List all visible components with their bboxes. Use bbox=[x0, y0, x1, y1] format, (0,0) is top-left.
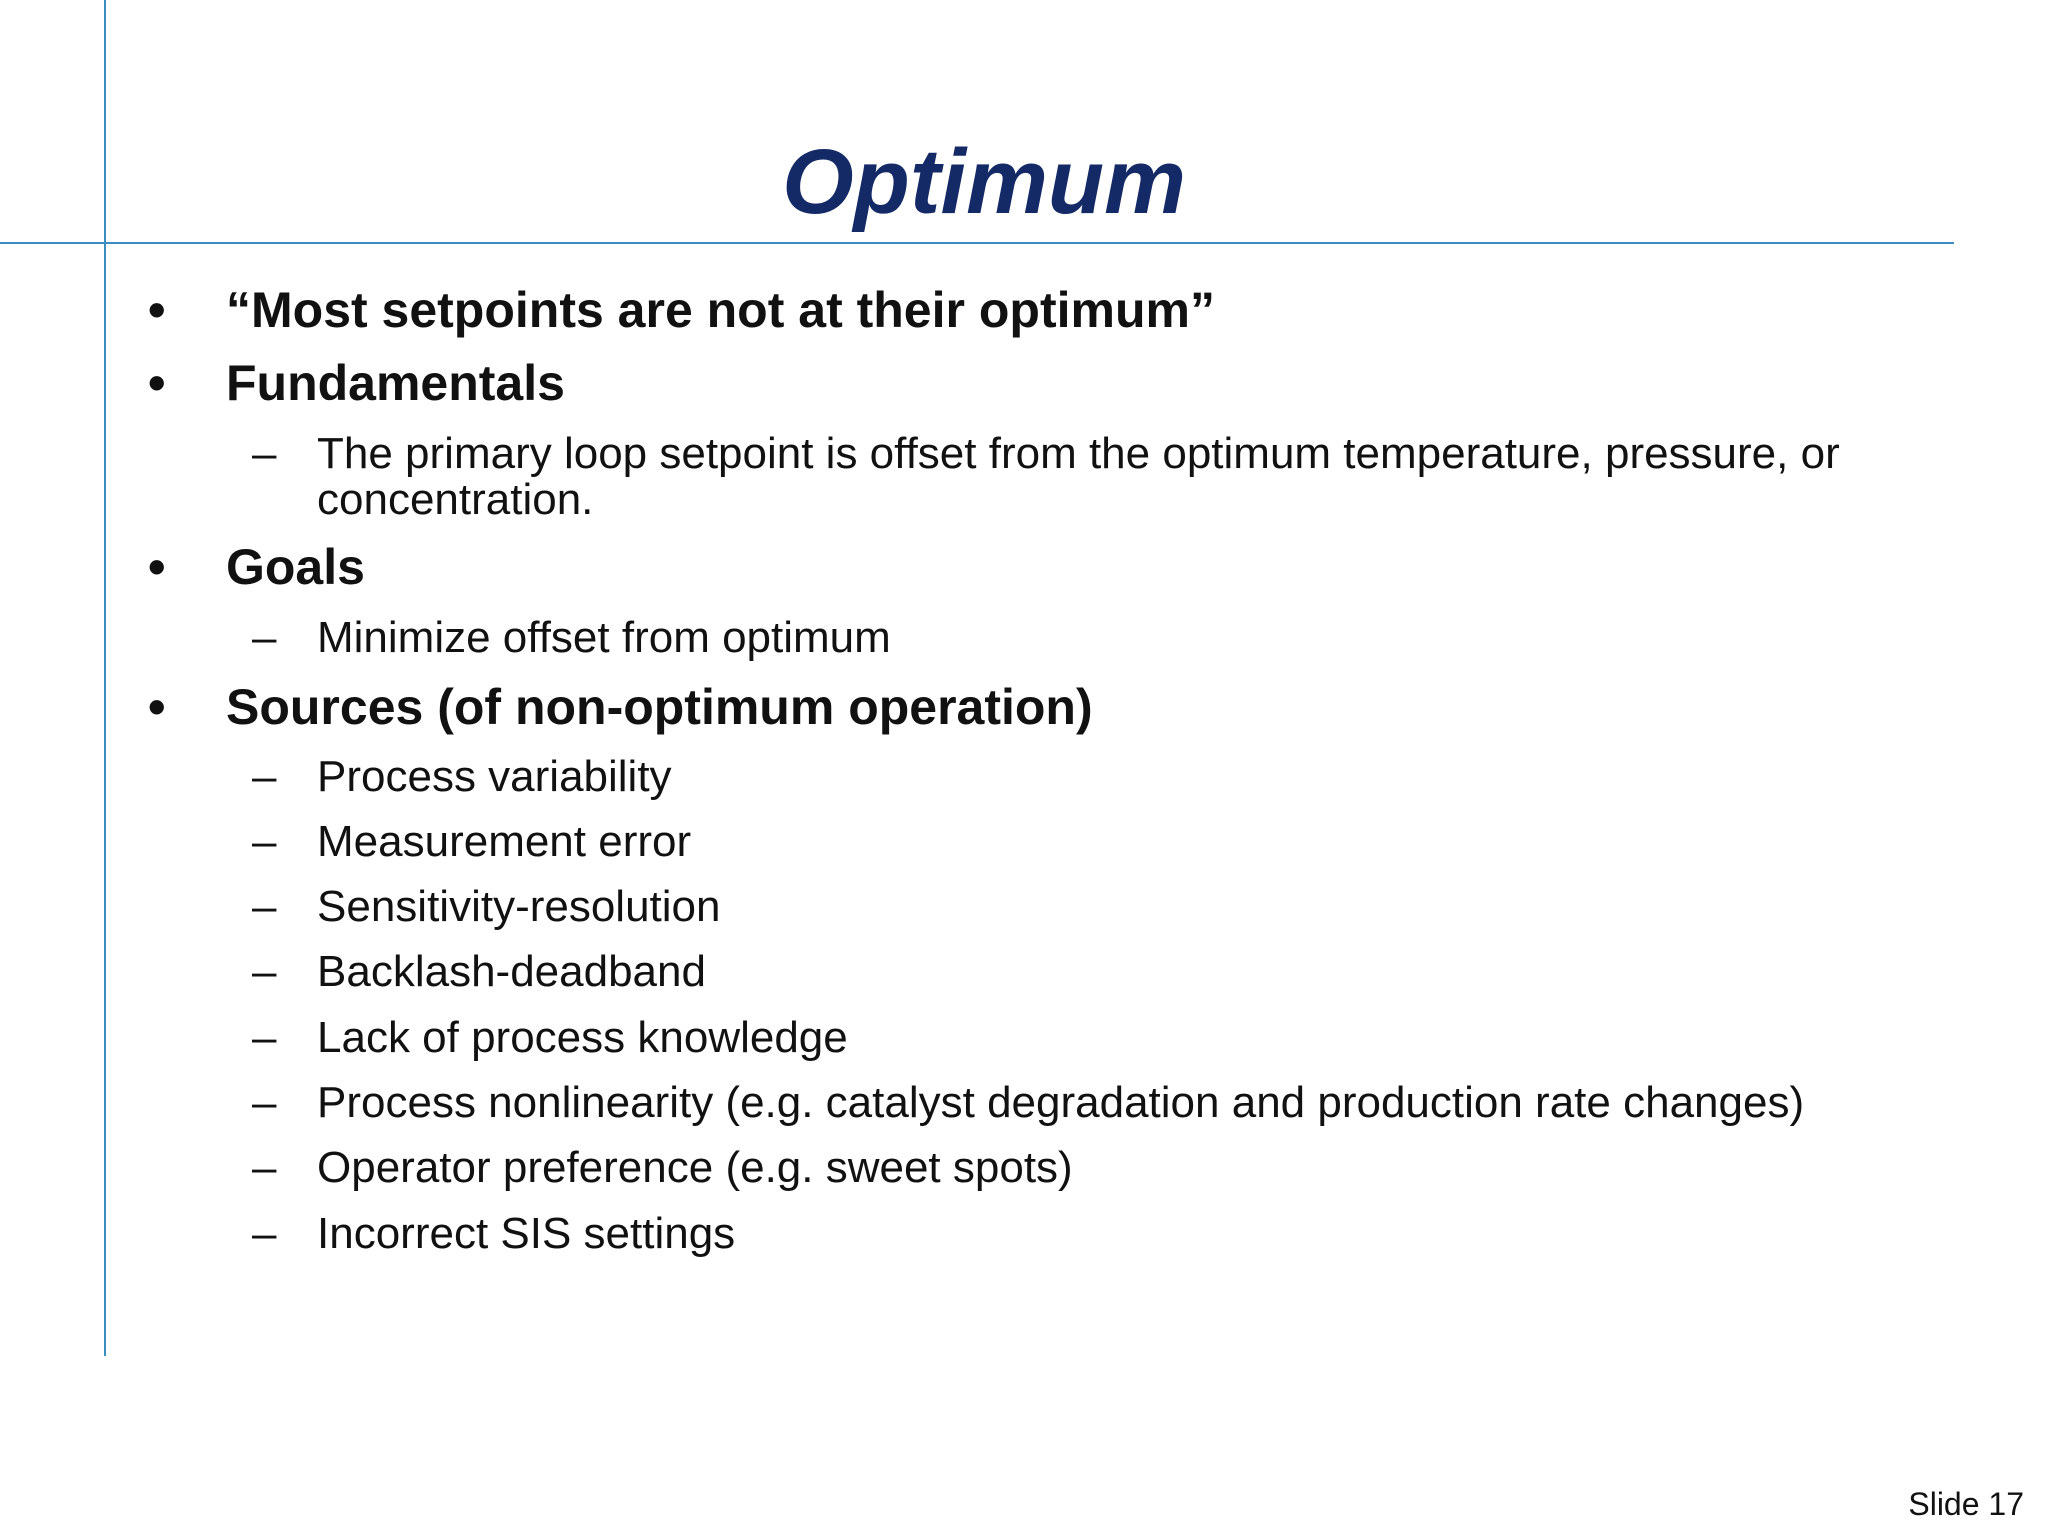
sub-item-sensitivity-resolution: Sensitivity-resolution bbox=[317, 882, 721, 931]
sub-item-minimize-offset: Minimize offset from optimum bbox=[317, 613, 891, 662]
bullet-marker: • bbox=[148, 539, 166, 595]
bullet-goals: Goals bbox=[226, 539, 365, 595]
bullet-marker: • bbox=[148, 282, 166, 338]
sub-item-process-nonlinearity: Process nonlinearity (e.g. catalyst degradation and production rate changes) bbox=[317, 1078, 1805, 1127]
bullet-sources: Sources (of non-optimum operation) bbox=[226, 679, 1093, 735]
sub-item-process-variability: Process variability bbox=[317, 752, 672, 801]
dash-marker: – bbox=[252, 752, 277, 801]
bullet-fundamentals: Fundamentals bbox=[226, 355, 565, 411]
sub-item-operator-preference: Operator preference (e.g. sweet spots) bbox=[317, 1143, 1073, 1192]
sub-item-measurement-error: Measurement error bbox=[317, 817, 692, 866]
bullet-marker: • bbox=[148, 679, 166, 735]
dash-marker: – bbox=[252, 613, 277, 662]
dash-marker: – bbox=[252, 1078, 277, 1127]
dash-marker: – bbox=[252, 817, 277, 866]
dash-marker: – bbox=[252, 429, 277, 478]
bullet-quote: “Most setpoints are not at their optimum” bbox=[226, 282, 1215, 338]
dash-marker: – bbox=[252, 1209, 277, 1258]
slide-number: Slide 17 bbox=[1908, 1486, 2024, 1522]
dash-marker: – bbox=[252, 882, 277, 931]
bullet-marker: • bbox=[148, 355, 166, 411]
sub-item-incorrect-sis: Incorrect SIS settings bbox=[317, 1209, 736, 1258]
dash-marker: – bbox=[252, 1013, 277, 1062]
sub-item-process-knowledge: Lack of process knowledge bbox=[317, 1013, 848, 1062]
horizontal-divider bbox=[0, 242, 1954, 244]
sub-item-backlash-deadband: Backlash-deadband bbox=[317, 947, 706, 996]
slide-title: Optimum bbox=[782, 131, 1186, 233]
dash-marker: – bbox=[252, 947, 277, 996]
sub-item-primary-loop: The primary loop setpoint is offset from the optimum temperature, pressure, or concentration. bbox=[317, 429, 1840, 524]
dash-marker: – bbox=[252, 1143, 277, 1192]
